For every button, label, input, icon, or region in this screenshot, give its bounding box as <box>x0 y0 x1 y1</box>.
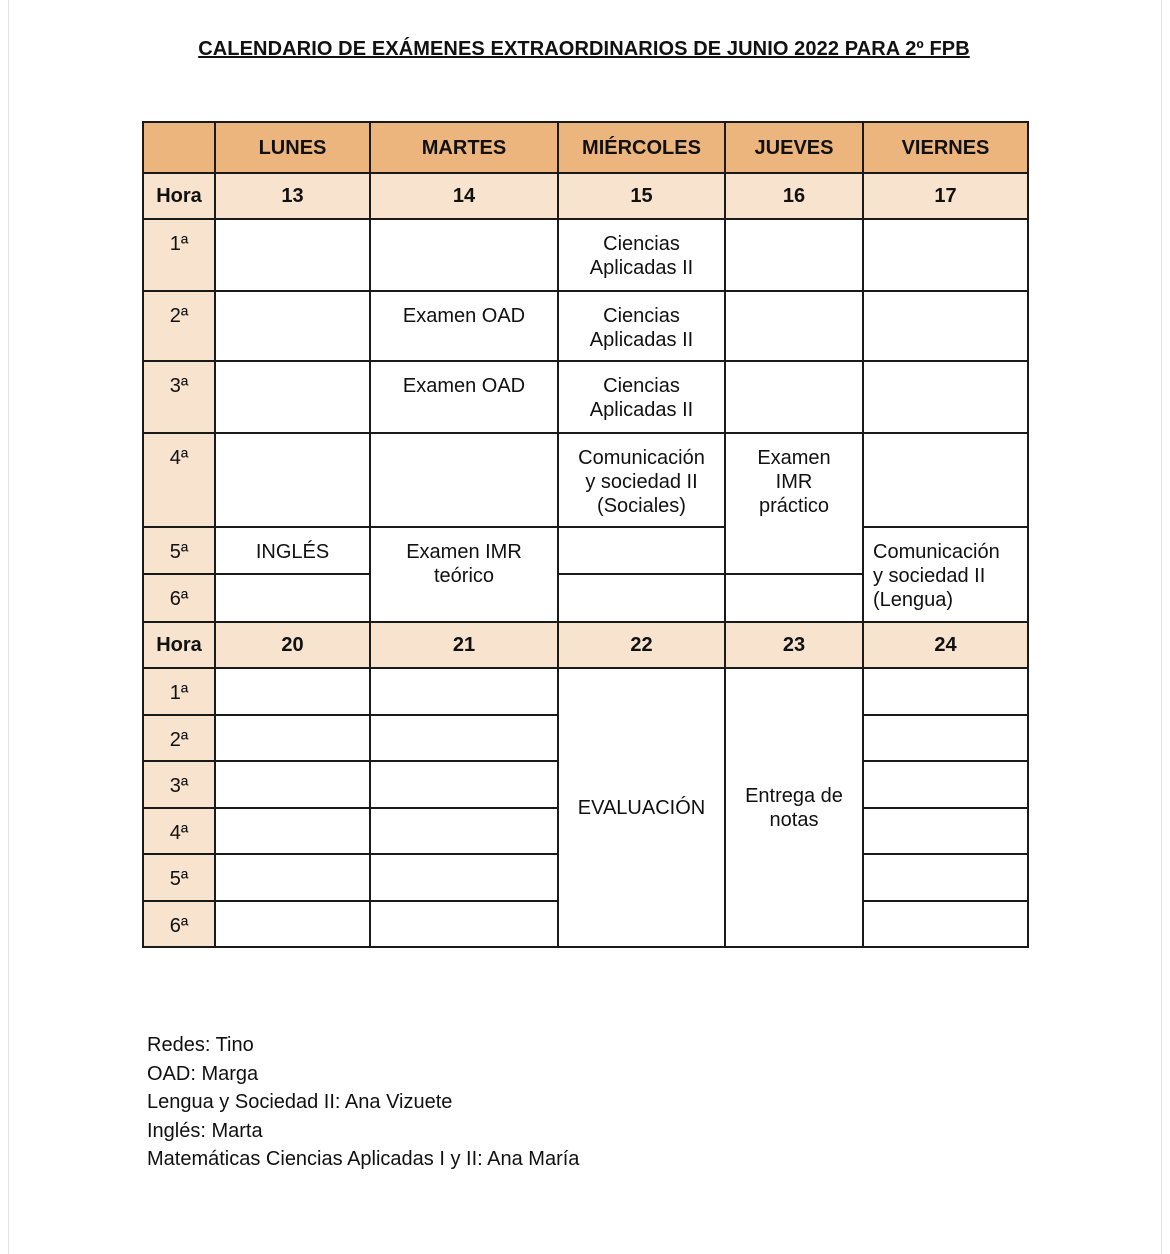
empty-cell <box>863 361 1028 433</box>
hour-label: 1ª <box>143 668 215 715</box>
exam-text: Examen IMR <box>406 541 522 563</box>
hour-label: 2ª <box>143 291 215 361</box>
empty-cell <box>370 668 558 715</box>
week1-hour-row <box>143 291 1028 361</box>
note-line: Inglés: Marta <box>147 1119 263 1142</box>
date-cell: 17 <box>863 173 1028 219</box>
hour-label: 4ª <box>143 808 215 854</box>
date-cell: 23 <box>725 622 863 668</box>
date-cell: 22 <box>558 622 725 668</box>
exam-text: Ciencias <box>603 375 680 397</box>
weekday-header-row <box>143 122 1028 173</box>
empty-cell <box>215 808 370 854</box>
hour-label: 4ª <box>143 433 215 527</box>
week2-date-row <box>143 622 1028 668</box>
week1-hour-row <box>143 527 1028 574</box>
exam-text: Comunicación <box>873 541 1000 563</box>
week1-hour-row <box>143 219 1028 291</box>
week1-date-row <box>143 173 1028 219</box>
evaluation-cell: EVALUACIÓN <box>558 668 725 947</box>
page-edge-right <box>1161 0 1162 1254</box>
exam-text: práctico <box>758 495 830 517</box>
empty-cell <box>558 574 725 622</box>
exam-text: y sociedad II <box>585 471 698 493</box>
empty-cell <box>863 808 1028 854</box>
exam-cell-ciencias-aplicadas <box>558 361 725 433</box>
week2-hour-row <box>143 668 1028 715</box>
empty-cell <box>370 761 558 808</box>
empty-cell <box>863 715 1028 761</box>
hour-label: 1ª <box>143 219 215 291</box>
empty-cell <box>725 574 863 622</box>
note-line: Matemáticas Ciencias Aplicadas I y II: Ana María <box>147 1148 580 1170</box>
empty-cell <box>215 433 370 527</box>
empty-cell <box>215 761 370 808</box>
exam-text: notas <box>769 808 819 831</box>
exam-calendar-table <box>142 121 1029 948</box>
exam-text: Examen <box>757 447 831 469</box>
exam-cell-ciencias-aplicadas <box>558 291 725 361</box>
hour-label: 5ª <box>143 854 215 901</box>
hour-label: 3ª <box>143 761 215 808</box>
hour-label: 3ª <box>143 361 215 433</box>
exam-text: Aplicadas II <box>589 257 694 279</box>
empty-cell <box>725 291 863 361</box>
date-cell: 13 <box>215 173 370 219</box>
date-cell: 16 <box>725 173 863 219</box>
document-title: CALENDARIO DE EXÁMENES EXTRAORDINARIOS DE JUNIO 2022 PARA 2º FPB <box>198 38 970 60</box>
empty-cell <box>215 291 370 361</box>
exam-cell-ingles: INGLÉS <box>215 527 370 574</box>
exam-cell-comunicacion-sociales <box>558 433 725 527</box>
day-header-wednesday: MIÉRCOLES <box>558 122 725 173</box>
empty-cell <box>863 761 1028 808</box>
exam-text: Ciencias <box>603 305 680 327</box>
hour-label: 5ª <box>143 527 215 574</box>
empty-cell <box>370 433 558 527</box>
empty-cell <box>863 668 1028 715</box>
exam-text: IMR <box>775 471 813 493</box>
empty-cell <box>215 901 370 947</box>
exam-text: Ciencias <box>603 233 680 255</box>
exam-text: (Lengua) <box>873 589 954 611</box>
empty-cell <box>215 668 370 715</box>
empty-cell <box>863 219 1028 291</box>
empty-cell <box>370 901 558 947</box>
exam-text: Comunicación <box>578 447 705 469</box>
empty-cell <box>370 854 558 901</box>
note-line: OAD: Marga <box>147 1062 259 1085</box>
empty-cell <box>215 361 370 433</box>
empty-cell <box>725 361 863 433</box>
exam-cell-oad: Examen OAD <box>370 361 558 433</box>
corner-cell <box>143 122 215 173</box>
exam-text: Aplicadas II <box>589 329 694 351</box>
date-cell: 15 <box>558 173 725 219</box>
day-header-thursday: JUEVES <box>725 122 863 173</box>
empty-cell <box>215 574 370 622</box>
date-cell: 24 <box>863 622 1028 668</box>
page-edge-left <box>8 0 9 1254</box>
hour-label: 2ª <box>143 715 215 761</box>
empty-cell <box>558 527 725 574</box>
date-cell: 20 <box>215 622 370 668</box>
note-line: Lengua y Sociedad II: Ana Vizuete <box>147 1091 453 1113</box>
day-header-tuesday: MARTES <box>370 122 558 173</box>
hour-column-header: Hora <box>143 622 215 668</box>
date-cell: 14 <box>370 173 558 219</box>
exam-cell-comunicacion-lengua <box>863 527 1028 622</box>
empty-cell <box>370 715 558 761</box>
exam-text: teórico <box>433 565 495 587</box>
empty-cell <box>370 808 558 854</box>
empty-cell <box>215 219 370 291</box>
empty-cell <box>863 291 1028 361</box>
day-header-monday: LUNES <box>215 122 370 173</box>
exam-text: (Sociales) <box>597 495 686 517</box>
empty-cell <box>725 219 863 291</box>
note-line: Redes: Tino <box>147 1034 254 1056</box>
empty-cell <box>215 854 370 901</box>
hour-column-header: Hora <box>143 173 215 219</box>
empty-cell <box>863 901 1028 947</box>
exam-cell-imr-practico <box>725 433 863 574</box>
exam-cell-ciencias-aplicadas <box>558 219 725 291</box>
empty-cell <box>215 715 370 761</box>
date-cell: 21 <box>370 622 558 668</box>
exam-cell-imr-teorico <box>370 527 558 622</box>
exam-text: y sociedad II <box>873 565 986 587</box>
day-header-friday: VIERNES <box>863 122 1028 173</box>
empty-cell <box>863 433 1028 527</box>
empty-cell <box>370 219 558 291</box>
teacher-notes <box>147 1031 579 1174</box>
hour-label: 6ª <box>143 901 215 947</box>
empty-cell <box>863 854 1028 901</box>
hour-label: 6ª <box>143 574 215 622</box>
week1-hour-row <box>143 361 1028 433</box>
exam-cell-oad: Examen OAD <box>370 291 558 361</box>
exam-text: Entrega de <box>745 784 843 807</box>
exam-text: Aplicadas II <box>589 399 694 421</box>
week1-hour-row <box>143 433 1028 527</box>
grades-delivery-cell <box>725 668 863 947</box>
